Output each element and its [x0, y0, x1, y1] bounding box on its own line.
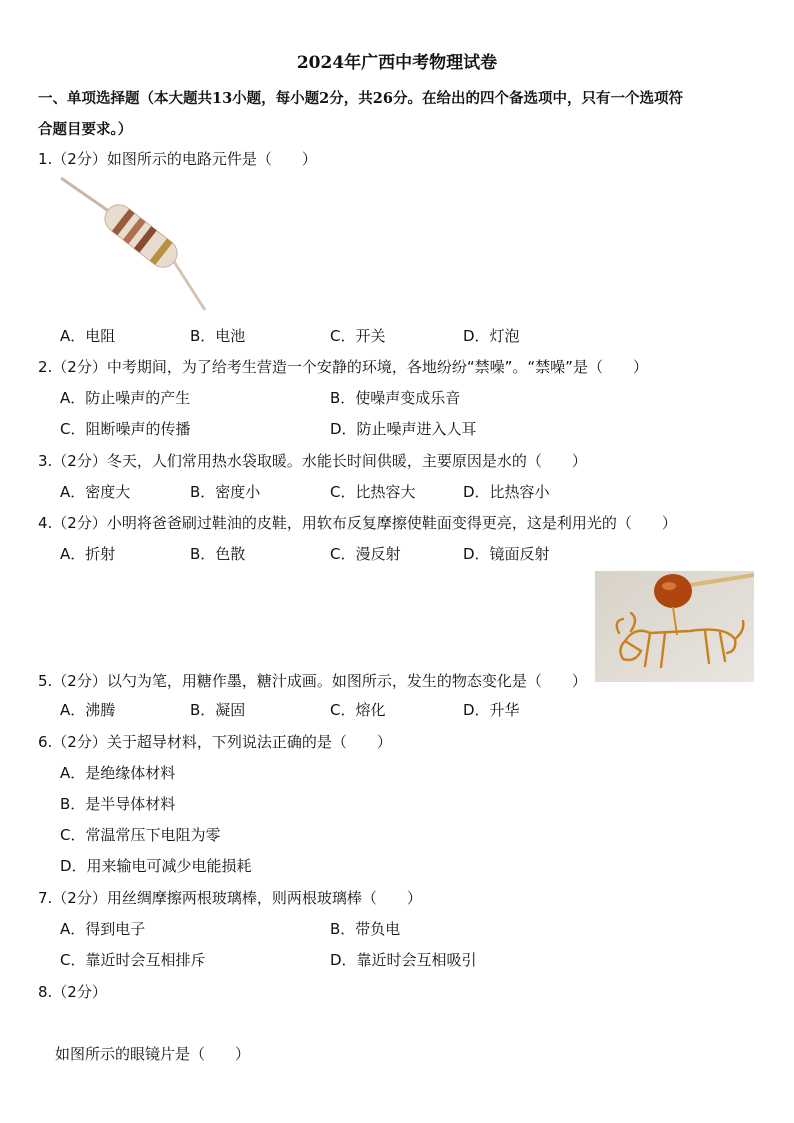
q4-option-b: B．色散	[190, 545, 246, 563]
question-3-stem: 3.（2分）冬天，人们常用热水袋取暖。水能长时间供暖，主要原因是水的（ ）	[38, 452, 587, 470]
q7-option-d: D．靠近时会互相吸引	[330, 951, 477, 969]
q1-option-c: C．开关	[330, 327, 386, 345]
q3-option-a: A．密度大	[60, 483, 131, 501]
q1-option-b: B．电池	[190, 327, 246, 345]
q5-option-d: D．升华	[463, 701, 520, 719]
q3-option-c: C．比热容大	[330, 483, 416, 501]
q2-option-a: A．防止噪声的产生	[60, 389, 191, 407]
q6-option-a: A．是绝缘体材料	[60, 764, 176, 782]
page-title: 2024年广西中考物理试卷	[296, 53, 498, 73]
q3-option-b: B．密度小	[190, 483, 261, 501]
q7-option-a: A．得到电子	[60, 920, 146, 938]
q2-option-d: D．防止噪声进入人耳	[330, 420, 477, 438]
q4-option-c: C．漫反射	[330, 545, 401, 563]
resistor-image	[55, 172, 215, 317]
q6-option-d: D．用来输电可减少电能损耗	[60, 857, 252, 875]
q5-option-a: A．沸腾	[60, 701, 116, 719]
q4-option-d: D．镜面反射	[463, 545, 550, 563]
q4-option-a: A．折射	[60, 545, 116, 563]
question-1-stem: 1.（2分）如图所示的电路元件是（ ）	[38, 150, 317, 168]
question-6-stem: 6.（2分）关于超导材料，下列说法正确的是（ ）	[38, 733, 392, 751]
q2-option-c: C．阻断噪声的传播	[60, 420, 191, 438]
q5-option-b: B．凝固	[190, 701, 246, 719]
q6-option-b: B．是半导体材料	[60, 795, 176, 813]
q7-option-b: B．带负电	[330, 920, 401, 938]
q2-option-b: B．使噪声变成乐音	[330, 389, 461, 407]
question-4-stem: 4.（2分）小明将爸爸刷过鞋油的皮鞋，用软布反复摩擦使鞋面变得更亮，这是利用光的（ ）	[38, 514, 677, 532]
q3-option-d: D．比热容小	[463, 483, 550, 501]
question-5-stem: 5.（2分）以勺为笔，用糖作墨，糖汁成画。如图所示，发生的物态变化是（ ）	[38, 672, 587, 690]
section-heading-line2: 合题目要求。）	[38, 121, 133, 138]
q6-option-c: C．常温常压下电阻为零	[60, 826, 221, 844]
q5-option-c: C．熔化	[330, 701, 386, 719]
q1-option-a: A．电阻	[60, 327, 116, 345]
question-8-stem: 8.（2分）	[38, 983, 107, 1001]
section-heading-line1: 一、单项选择题（本大题共13小题，每小题2分，共26分。在给出的四个备选项中，只有一个选项符	[38, 90, 683, 107]
sugar-painting-image	[595, 571, 754, 682]
q1-option-d: D．灯泡	[463, 327, 520, 345]
q7-option-c: C．靠近时会互相排斥	[60, 951, 206, 969]
question-7-stem: 7.（2分）用丝绸摩擦两根玻璃棒，则两根玻璃棒（ ）	[38, 889, 422, 907]
question-8-sub: 如图所示的眼镜片是（ ）	[55, 1045, 251, 1063]
question-2-stem: 2.（2分）中考期间，为了给考生营造一个安静的环境，各地纷纷“禁噪”。“禁噪”是（ ）	[38, 358, 648, 376]
